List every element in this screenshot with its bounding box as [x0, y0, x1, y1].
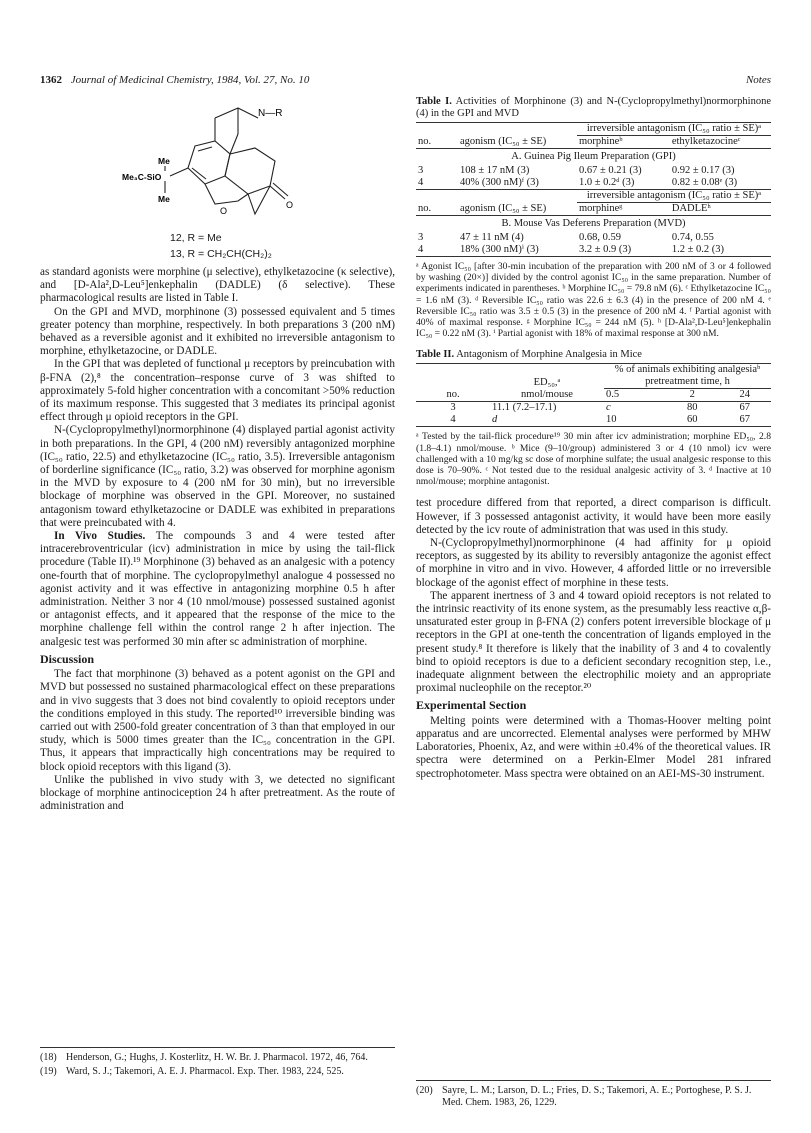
cell-no: 3 [450, 402, 456, 414]
caption-compound-12: 12, R = Me [170, 232, 222, 244]
running-head-left [40, 74, 309, 86]
reference-item [40, 1066, 395, 1078]
morphinan-structure-drawing [120, 96, 350, 231]
cell-ed50: 11.1 (7.2–17.1) [492, 402, 557, 414]
paragraph: N-(Cyclopropylmethyl)normorphinone (4 had affinity for μ opioid receptors, as suggested by its ability to reversibly antagonize the agonist effect of morphine in vitro and in vivo. However, 4 afforded little or no irreversible blockage of the agonist effect of morphine in these tests. [416, 537, 771, 589]
cell-no: 3 [418, 232, 424, 243]
nr-label: N—R [258, 108, 283, 119]
table2-col-pct: % of animals exhibiting analgesiaᵇ pretreatment time, h [604, 364, 771, 389]
table1-b-col-no: no. [418, 203, 432, 214]
structure-captions [170, 230, 272, 262]
paragraph: The apparent inertness of 3 and 4 toward opioid receptors is not related to the intrinsic reactivity of its enone system, as the presumably less reactive α,β-unsaturated ester group in β-FNA (2) confers potent irreversible blockage of μ receptors in the GPI at one-tenth the concentration of ligands employed in the present study.⁸ It therefore is likely that the inability of 3 and 4 to covalently bind to opioid receptors is due to a deficient secondary recognition step, i.e., inadequate alignment between the electrophilic moiety and an appropriate proximal nucleophile on the receptor.²⁰ [416, 589, 771, 695]
section-label: Notes [745, 74, 771, 86]
reference-number: (20) [416, 1085, 433, 1096]
table1-title [416, 96, 771, 120]
paragraph: N-(Cyclopropylmethyl)normorphinone (4) displayed partial agonist activity in both preparations. In the GPI, 4 (200 nM) reversibly antagonized morphine (IC₅₀ ratio, 22.5) and ethylketazocine (IC₅₀ ratio, 3.5). Irreversible antagonism of borderline significance (IC₅₀ ratio, 3.2) was observed for morphine agonism in the MVD by exposure to 4 (200 nM for 30 min), but no irreversible blockage of morphine was observed in the GPI. Moreover, no sustained antagonism toward ethylketazocine or DADLE was exhibited in preparations that were preincubated with 4. [40, 424, 395, 529]
table2-col-ed50-2: nmol/mouse [521, 389, 573, 401]
cell-t3: 67 [739, 402, 750, 414]
paragraph: as standard agonists were morphine (μ selective), ethylketazocine (κ selective), and [D-Ala²,D-Leu⁵]enkephalin (DADLE) (δ selective). These pharmacological results are listed in Table I. [40, 266, 395, 305]
discussion-heading: Discussion [40, 651, 95, 666]
table2 [416, 363, 771, 427]
cell-t2: 80 [686, 402, 698, 414]
cell-agonism: 47 ± 11 nM (4) [460, 232, 524, 243]
silyl-label: Me₃C-SiO [122, 172, 162, 182]
table1-b-col-dadle: DADLEʰ [671, 203, 711, 214]
cell-agonism: 40% (300 nM)ᶠ (3) [460, 177, 539, 188]
table1-b-col-agonism: agonism (IC₅₀ ± SE) [460, 203, 547, 214]
paragraph-invivo [40, 530, 395, 649]
me-top-label: Me [158, 156, 170, 166]
me-bottom-label: Me [158, 194, 170, 204]
invivo-text: The compounds 3 and 4 were tested after intracerebroventricular (icv) administration in mice by using the tail-flick procedure (Table II).¹⁹ Morphinone (3) behaved as an analgesic with a potency one-fourth that of morphine. The cyclopropylmethyl analogue 4 possessed no agonist activity and it was effective in antagonizing morphine 0.5 h after administration. Neither 3 nor 4 (10 nmol/mouse) possessed sustained agonist or antagonist effects, and it appeared that the response of the mice to the morphine challenge fell within the control range 2 h after injection. The analgesic test was performed 30 min after sc administration of morphine. [40, 530, 396, 648]
table1-label: Table I. [416, 96, 452, 107]
cell-no: 4 [418, 244, 424, 255]
left-column [40, 96, 395, 813]
paragraph: In the GPI that was depleted of functional μ receptors by preincubation with β-FNA (2),⁸ the concentration–response curve of 3 was shifted to approximately 5-fold higher concentration with a concomitant >50% reduction of its maximum response. This suggested that 3 mediates its principal agonist effect through μ opioid receptors in the GPI. [40, 358, 395, 424]
cell-morphine: 1.0 ± 0.2ᵈ (3) [579, 177, 635, 188]
table1-section-a: A. Guinea Pig Ileum Preparation (GPI) [511, 151, 676, 162]
cell-morphine: 0.68, 0.59 [579, 232, 621, 243]
table1-b-col-irrev: irreversible antagonism (IC₅₀ ratio ± SE)ᵃ [577, 190, 771, 203]
paragraph: test procedure differed from that reported, a direct comparison is difficult. However, if 3 possessed antagonist activity, it would have been more easily detected by the icv route of administration that was used in this study. [416, 497, 771, 536]
reference-number: (19) [40, 1066, 57, 1077]
references-right [416, 1080, 771, 1111]
paragraph: Melting points were determined with a Thomas-Hoover melting point apparatus and are uncorrected. Elemental analyses were performed by MHW Laboratories, Phoenix, Az, and were within ±0.4% of the theoretical values. IR spectra were determined on a Perkin-Elmer Model 281 infrared spectrophotometer. Mass spectra were obtained on an AEI-MS-30 instrument. [416, 714, 771, 780]
table1-b-col-morphine: morphineᵍ [579, 203, 623, 214]
table1-caption: Activities of Morphinone (3) and N-(Cyclopropylmethyl)normorphinone (4) in the GPI and MVD [416, 96, 772, 119]
chemical-structure [40, 96, 395, 266]
cell-no: 4 [450, 414, 456, 426]
cell-t3: 67 [739, 414, 750, 426]
reference-number: (18) [40, 1052, 57, 1063]
table1-section-b: B. Mouse Vas Deferens Preparation (MVD) [501, 218, 686, 229]
reference-text: Henderson, G.; Hughs, J. Kosterlitz, H. W. Br. J. Pharmacol. 1972, 46, 764. [66, 1052, 368, 1063]
table2-title [416, 349, 771, 361]
table2-col-time: 0.5 [606, 389, 620, 401]
invivo-heading: In Vivo Studies. [54, 530, 146, 543]
cell-ethylketazocine: 0.92 ± 0.17 (3) [671, 165, 735, 176]
table1-b-header-row [416, 190, 771, 203]
paragraph: On the GPI and MVD, morphinone (3) possessed equivalent and 5 times greater potency than morphine, respectively. In both preparations 3 (200 nM) behaved as a reversible agonist and it exhibited no irreversible antagonism to morphine, ethylketazocine, or DADLE. [40, 305, 395, 358]
table-row [416, 402, 771, 415]
right-column [416, 96, 771, 781]
table-row [416, 244, 771, 257]
cell-agonism: 108 ± 17 nM (3) [460, 165, 530, 176]
table-row [416, 414, 771, 427]
table2-col-no: no. [446, 389, 460, 401]
experimental-heading: Experimental Section [416, 698, 527, 713]
table1-col-irrev: irreversible antagonism (IC₅₀ ratio ± SE)ᵃ [577, 123, 771, 136]
table2-subheader-row [416, 389, 771, 402]
reference-item [40, 1052, 395, 1064]
table1 [416, 122, 771, 257]
cell-dadle: 0.74, 0.55 [671, 232, 714, 243]
page-number: 1362 [40, 74, 62, 86]
cell-t1: 10 [606, 414, 617, 426]
table2-label: Table II. [416, 349, 455, 361]
keto-oxygen-label: O [286, 200, 294, 210]
table1-footnote: ᵃ Agonist IC₅₀ [after 30-min incubation of the preparation with 200 nM of 3 or 4 followed by washing (20×)] divided by the control agonist IC₅₀ in the same preparation. Number of experiments indicated in parentheses. ᵇ Morphine IC₅₀ = 79.8 nM (6). ᶜ Ethylketazocine IC₅₀ = 1.6 nM (3). ᵈ Reversible IC₅₀ ratio was 22.6 ± 6.3 (4) in the presence of 200 nM 4. ᵉ Reversible IC₅₀ ratio was 3.5 ± 0.5 (3) in the presence of 200 nM 4. ᶠ Partial agonist with 40% of maximal response. ᵍ Morphine IC₅₀ = 244 nM (5). ʰ [D-Ala²,D-Leu⁵]enkephalin IC₅₀ = 0.22 nM (3). ⁱ Partial agonist with 18% of maximal response at 300 nM. [416, 261, 771, 340]
table2-col-time: 24 [739, 389, 750, 401]
ring-oxygen-label: O [220, 206, 228, 216]
table-row [416, 232, 771, 244]
paragraph: The fact that morphinone (3) behaved as a potent agonist on the GPI and MVD but possessed no sustained pharmacological effect on these preparations and in vivo suggests that 3 does not bind covalently to opioid receptors under the conditions employed in this study. The reported¹⁰ irreversible binding was carried out with 2500-fold greater concentration of 3 than that employed in our study, which is 5000 times greater than the IC₅₀ concentration in the GPI. Thus, it appears that impractically high concentrations may be required to block opioid receptors with this ligand (3). [40, 668, 395, 773]
reference-item [416, 1085, 771, 1109]
journal-citation: Journal of Medicinal Chemistry, 1984, Vol. 27, No. 10 [70, 74, 310, 86]
table2-header-row [416, 364, 771, 389]
table-row [416, 177, 771, 190]
cell-ethylketazocine: 0.82 ± 0.08ᵉ (3) [671, 177, 738, 188]
table2-col-time: 2 [689, 389, 695, 401]
table2-caption: Antagonism of Morphine Analgesia in Mice [456, 349, 642, 361]
table-row [416, 165, 771, 177]
table1-header-row [416, 123, 771, 136]
cell-t2: 60 [686, 414, 698, 426]
cell-ed50: d [492, 414, 498, 426]
cell-dadle: 1.2 ± 0.2 (3) [671, 244, 724, 255]
table1-b-subheader-row [416, 203, 771, 216]
table2-col-ed50-1: ED₅₀,ᵃ [533, 376, 561, 388]
table1-col-morphine: morphineᵇ [579, 136, 623, 147]
table1-col-no: no. [418, 136, 432, 147]
reference-text: Ward, S. J.; Takemori, A. E. J. Pharmacol. Exp. Ther. 1983, 224, 525. [66, 1066, 344, 1077]
table1-col-agonism: agonism (IC₅₀ ± SE) [460, 136, 547, 147]
cell-no: 4 [418, 177, 424, 188]
references-left [40, 1047, 395, 1080]
paragraph: Unlike the published in vivo study with 3, we detected no significant blockage of morphine antinociception 24 h after pretreatment. As the route of administration and [40, 773, 395, 813]
table1-subheader-row [416, 136, 771, 149]
table2-footnote: ᵃ Tested by the tail-flick procedure¹⁹ 30 min after icv administration; morphine ED₅₀, 2.8 (1.8–4.1) nmol/mouse. ᵇ Mice (9–10/group) administered 3 or 4 (10 nmol) icv were challenged with a 10 mg/kg sc dose of morphine sulfate; the usual analgesic response to this dose is 70–90%. ᶜ Not tested due to the residual analgesic activity of 3. ᵈ Inactive at 10 nmol/mouse; morphine antagonist. [416, 431, 771, 488]
cell-morphine: 3.2 ± 0.9 (3) [579, 244, 632, 255]
table1-col-ethylketazocine: ethylketazocineᶜ [671, 136, 741, 147]
reference-text: Sayre, L. M.; Larson, D. L.; Fries, D. S.; Takemori, A. E.; Portoghese, P. S. J. Med. Chem. 1983, 26, 1229. [442, 1085, 752, 1108]
caption-compound-13: 13, R = CH₂CH(CH₂)₂ [170, 248, 272, 260]
cell-agonism: 18% (300 nM)ⁱ (3) [460, 244, 539, 255]
cell-t1: c [606, 402, 611, 414]
running-head [40, 74, 771, 86]
cell-no: 3 [418, 165, 424, 176]
cell-morphine: 0.67 ± 0.21 (3) [579, 165, 642, 176]
